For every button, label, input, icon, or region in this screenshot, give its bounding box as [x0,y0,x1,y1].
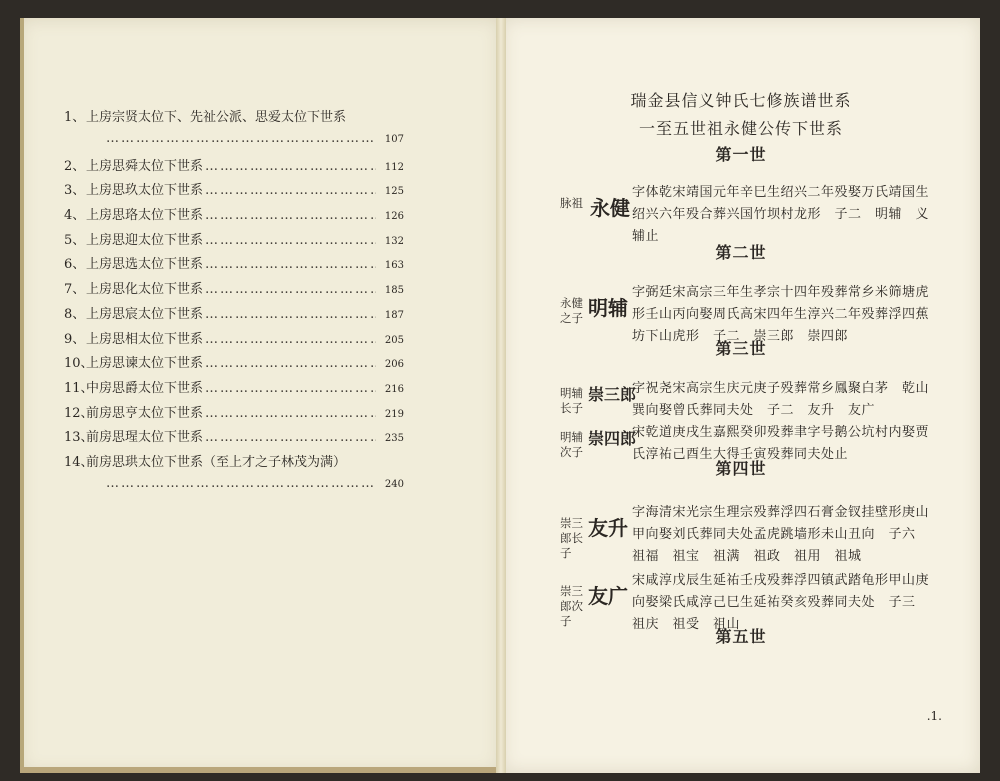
toc-entry-title: 上房思迎太位下世系 [86,232,204,248]
toc-entry-number: 8、 [64,306,86,322]
toc-entry-page: 205 [384,334,404,346]
toc-entry [64,402,404,427]
entry-text-line: 氏淳祐己酉生大得壬寅殁葬同夫处止 [632,447,849,462]
toc-entry [64,253,404,278]
toc-entry-title: 上房宗贤太位下、先祉公派、思爱太位下世系 [86,110,347,125]
toc-leader-dots [106,131,376,146]
toc-entry-number: 11、 [64,380,94,396]
toc-entry-page: 219 [384,408,404,420]
toc-entry-title: 上房思舜太位下世系 [86,158,204,174]
toc-entry-page: 107 [384,133,404,145]
entry-name: 友广 [588,584,628,608]
toc-entry-title: 中房思爵太位下世系 [86,380,204,396]
right-page-content [502,18,980,773]
entry-text-line: 甲向娶刘氏葬同夫处孟虎跳墙形未山丑向 子六 [632,527,916,542]
toc-leader-dots [205,406,376,421]
toc-entry-title: 上房思玖太位下世系 [86,183,204,199]
toc-entry-number: 5、 [64,232,86,248]
toc-leader-dots [205,233,376,248]
entry-text-line: 字弼廷宋高宗三年生孝宗十四年殁葬常乡米筛塘虎 [632,285,930,300]
toc-entry-number: 4、 [64,208,86,224]
toc-entry-page: 235 [384,433,404,445]
entry-role: 明辅长子 [560,386,583,415]
toc-leader-dots [205,356,376,371]
toc-entry-number: 2、 [64,158,86,174]
entry-name: 友升 [588,516,628,540]
toc-entry-page: 112 [384,161,404,173]
entry-text-line: 字祝尧宋高宗生庆元庚子殁葬常乡鳳聚白茅 乾山 [632,381,930,396]
toc-leader-dots [205,208,376,223]
entry-role: 崇三郎次子 [560,584,583,628]
entry-text-line: 形壬山丙向娶周氏高宋四年生淳兴二年殁葬浮四蕉 [632,307,930,322]
entry-role: 明辅次子 [560,430,583,459]
generation-heading-5: 第五世 [715,627,767,646]
left-page-edge [20,18,24,773]
toc-entry-title: 上房思珞太位下世系 [86,208,204,224]
toc-entry [64,155,404,180]
generation-heading-1: 第一世 [715,145,767,164]
genealogy-title: 瑞金县信义钟氏七修族谱世系 [630,91,852,110]
toc-entry-page: 240 [384,478,404,490]
toc-leader-dots [205,430,376,445]
toc-leader-dots [205,307,376,322]
entry-text-line: 宋乾道庚戌生嘉熙癸卯殁葬聿字号鹅公坑村内娶贾 [632,425,930,440]
toc-leader-dots [205,257,376,272]
toc-leader-dots [205,381,376,396]
left-page-bottom-edge [20,767,500,773]
toc-entry [64,377,404,402]
generation-heading-4: 第四世 [715,459,767,478]
toc-entry-page: 163 [384,260,404,272]
toc-entry-number: 14、 [64,454,94,470]
toc-entry [64,451,404,476]
toc-leader-dots [205,159,376,174]
toc-entry-number: 13、 [64,430,94,446]
toc-entry-number: 7、 [64,282,86,298]
toc-entry [64,352,404,377]
toc-leader-dots [205,332,376,347]
entry-name: 明辅 [588,296,628,320]
toc-entry [64,179,404,204]
toc-entry-number: 9、 [64,331,86,347]
toc-leader-dots [205,183,376,198]
toc-entry-number: 12、 [64,405,94,421]
toc-entry-number: 10、 [64,356,94,372]
toc-entry-continuation [64,476,404,500]
toc-entry-number: 3、 [64,183,86,199]
entry-role: 脉祖 [560,196,583,210]
toc-entry [64,303,404,328]
toc-entry-title: 上房思选太位下世系 [86,257,204,273]
toc-entry-page: 126 [384,211,404,223]
genealogy-subtitle: 一至五世祖永健公传下世系 [638,119,843,138]
toc-entry-page: 206 [384,359,404,371]
entry-text-line: 坊下山虎形 子二 崇三郎 崇四郎 [632,329,849,344]
toc-entry-continuation [64,131,404,155]
toc-entry-page: 187 [384,309,404,321]
entry-text-line: 字海清宋光宗生理宗殁葬浮四石膏金钗挂壁形庚山 [632,505,930,520]
entry-text-line: 祖福 祖宝 祖满 祖政 祖用 祖城 [632,549,862,564]
entry-text-line: 向娶梁氏咸淳己巳生延祐癸亥殁葬同夫处 子三 [632,595,916,610]
toc-entry [64,328,404,353]
toc-entry-title: 上房思化太位下世系 [86,282,204,298]
toc-entry [64,106,404,131]
entry-name: 崇三郎 [588,385,637,404]
entry-text-line: 辅止 [632,229,660,244]
entry-text-line: 宋咸淳戊辰生延祐壬戌殁葬浮四镇武踏龟形甲山庚 [632,573,930,588]
entry-role: 永健之子 [560,296,583,325]
toc-entry-number: 1、 [64,110,86,125]
toc-entry [64,204,404,229]
generation-heading-2: 第二世 [715,243,767,262]
toc-leader-dots [106,476,376,491]
toc-entry-number: 6、 [64,257,86,273]
entry-text-line: 绍兴六年殁合葬兴国竹坝村龙形 子二 明辅 义 [632,207,930,222]
toc-entry-title: 前房思珙太位下世系（至上才之子林茂为满） [86,454,347,470]
entry-text-line: 巽向娶曾氏葬同夫处 子二 友升 友广 [632,403,876,418]
toc-entry-page: 216 [384,383,404,395]
toc-entry-page: 132 [384,235,404,247]
toc-entry-title: 上房思宸太位下世系 [86,306,204,322]
table-of-contents [64,106,404,500]
toc-entry [64,278,404,303]
toc-leader-dots [205,282,376,297]
toc-entry-title: 上房思相太位下世系 [86,331,204,347]
toc-entry-page: 185 [384,285,404,297]
toc-entry-title: 前房思亨太位下世系 [86,405,204,421]
toc-entry-title: 上房思谏太位下世系 [86,356,204,372]
toc-entry-page: 125 [384,186,404,198]
entry-text-line: 祖庆 祖受 祖山 [632,617,741,632]
generation-heading-3: 第三世 [715,339,767,358]
toc-entry [64,229,404,254]
entry-name: 永健 [590,196,630,220]
toc-entry [64,426,404,451]
entry-name: 崇四郎 [588,429,637,448]
page-number: .1. [926,709,942,723]
toc-entry-title: 前房思瑆太位下世系 [86,430,204,446]
entry-role: 崇三郎长子 [560,516,583,560]
entry-text-line: 字体乾宋靖国元年辛巳生绍兴二年殁娶万氏靖国生 [632,185,930,200]
